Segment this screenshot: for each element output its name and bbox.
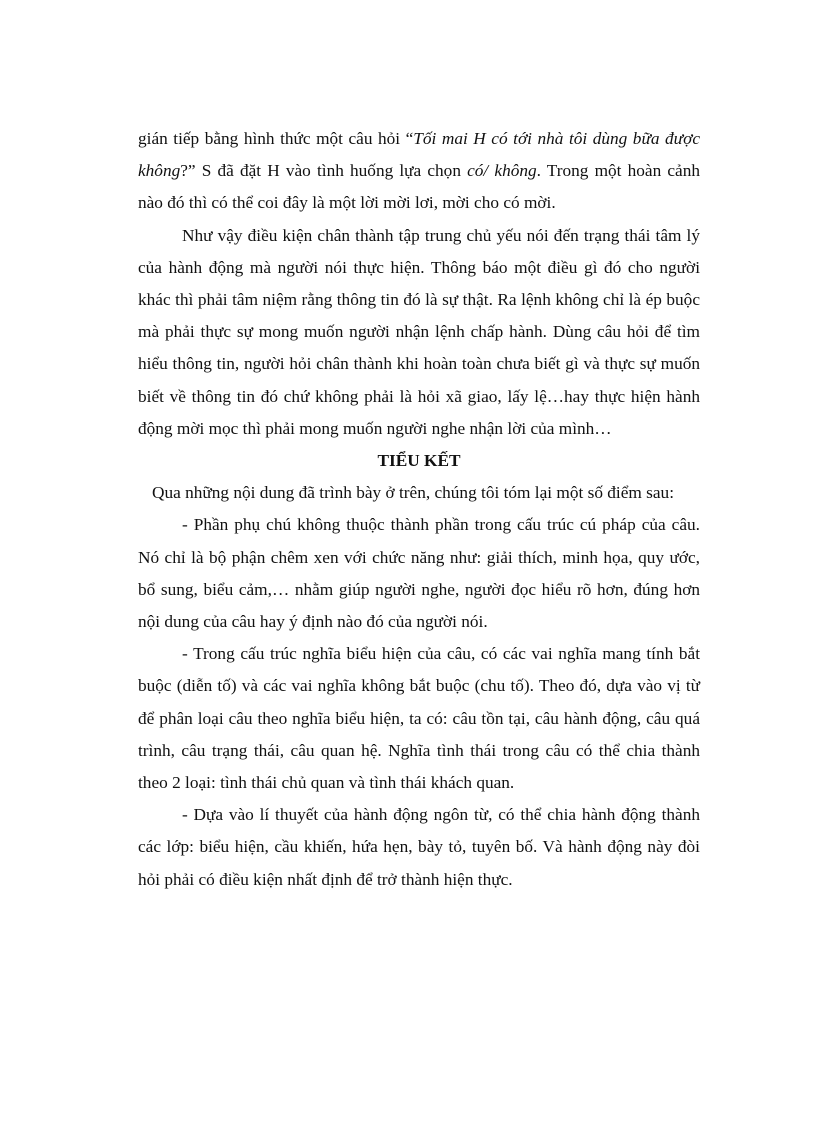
summary-intro: Qua những nội dung đã trình bày ở trên, chúng tôi tóm lại một số điểm sau: (152, 483, 674, 503)
paragraph-text: . Trong một hoàn cảnh nào đó thì có thể coi đây là một lời mời lơi, mời cho có mời. (138, 161, 700, 213)
choice-term: có/ không (467, 161, 537, 181)
summary-point-1: - Phần phụ chú không thuộc thành phần trong cấu trúc cú pháp của câu. Nó chỉ là bộ phận chêm xen với chức năng như: giải thích, minh họa, quy ước, bổ sung, biểu cảm,… nhằm giúp người nghe, người đọc hiểu rõ hơn, đúng hơn nội dung của câu hay ý định nào đó của người nói. (138, 515, 700, 632)
document-page (138, 123, 700, 896)
paragraph-continuation (138, 123, 700, 220)
quoted-question: Tối mai H có tới nhà tôi dùng bữa được không (138, 129, 700, 181)
paragraph-text: ?” S đã đặt H vào tình huống lựa chọn (180, 161, 468, 181)
section-heading: TIỂU KẾT (377, 451, 461, 471)
summary-point-3: - Dựa vào lí thuyết của hành động ngôn từ, có thể chia hành động thành các lớp: biểu hiện, cầu khiến, hứa hẹn, bày tỏ, tuyên bố. Và hành động này đòi hỏi phải có điều kiện nhất định để trở thành hiện thực. (138, 805, 700, 889)
paragraph-sincerity-condition: Như vậy điều kiện chân thành tập trung chủ yếu nói đến trạng thái tâm lý của hành động mà người nói thực hiện. Thông báo một điều gì đó cho người khác thì phải tâm niệm rằng thông tin đó là sự thật. Ra lệnh không chỉ là ép buộc mà phải thực sự mong muốn người nhận lệnh chấp hành. Dùng câu hỏi để tìm hiểu thông tin, người hỏi chân thành khi hoàn toàn chưa biết gì và thực sự muốn biết về thông tin đó chứ không phải là hỏi xã giao, lấy lệ…hay thực hiện hành động mời mọc thì phải mong muốn người nghe nhận lời của mình… (138, 225, 700, 438)
paragraph-text: gián tiếp bằng hình thức một câu hỏi “ (138, 129, 414, 148)
summary-point-2: - Trong cấu trúc nghĩa biểu hiện của câu, có các vai nghĩa mang tính bắt buộc (diễn tố) và các vai nghĩa không bắt buộc (chu tố). Theo đó, dựa vào vị từ để phân loại câu theo nghĩa biểu hiện, ta có: câu tồn tại, câu hành động, câu quá trình, câu trạng thái, câu quan hệ. Nghĩa tình thái trong câu có thể chia thành theo 2 loại: tình thái chủ quan và tình thái khách quan. (138, 644, 700, 793)
